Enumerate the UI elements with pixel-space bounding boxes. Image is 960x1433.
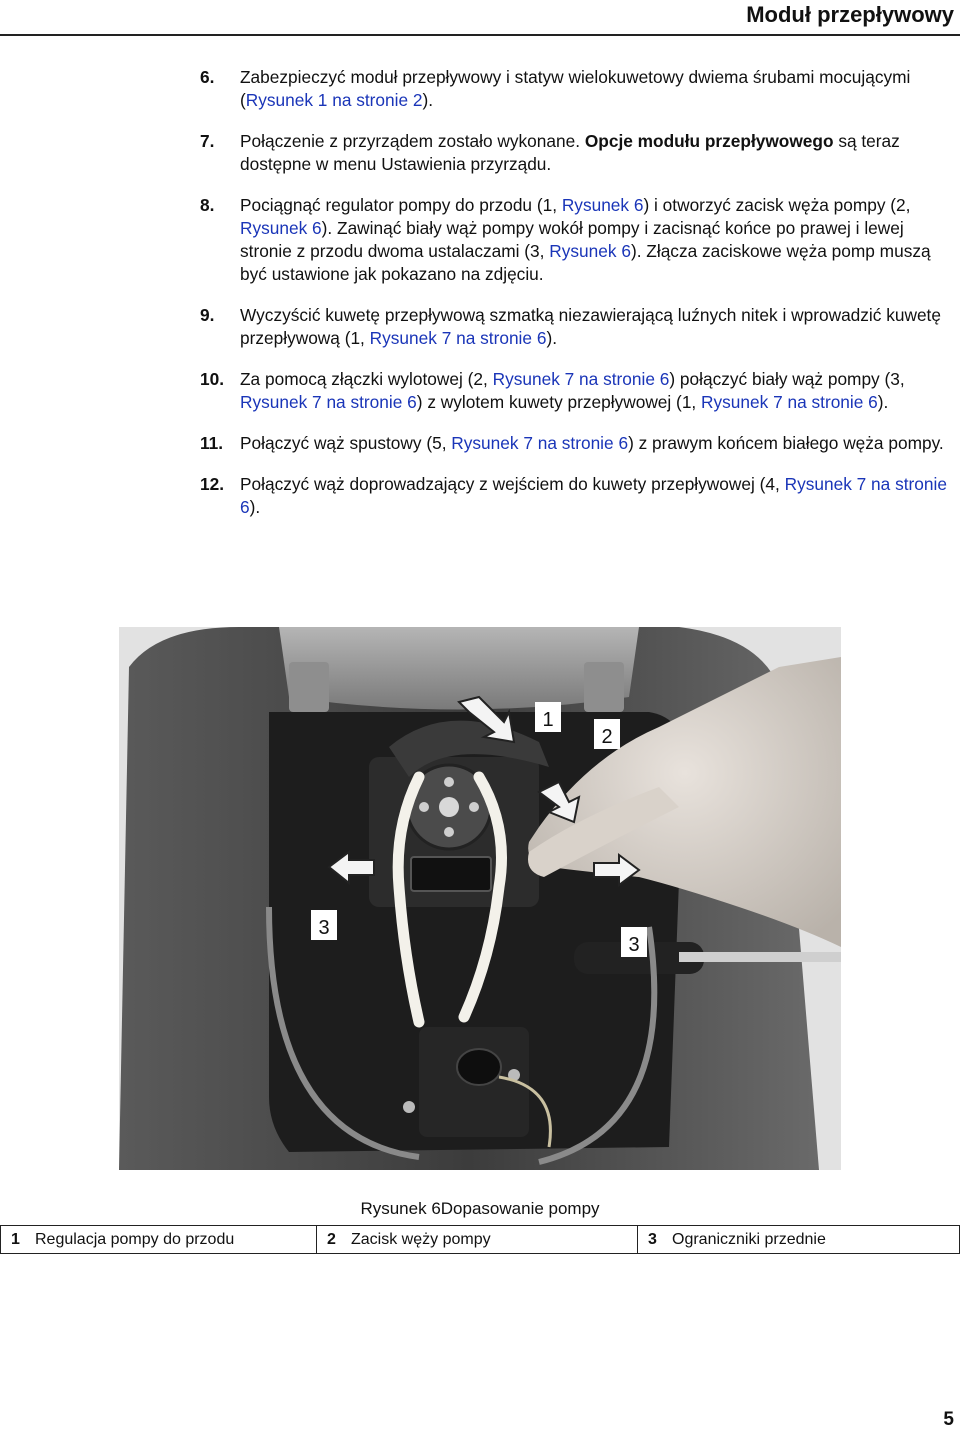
rotor-pin bbox=[469, 802, 479, 812]
figure-reference-link[interactable]: Rysunek 7 na stronie 6 bbox=[492, 369, 670, 389]
step-text-run: ). bbox=[877, 392, 889, 412]
step-number: 9. bbox=[200, 305, 215, 325]
step-text-run: ) połączyć biały wąż pompy (3, bbox=[669, 369, 905, 389]
step-text-emphasis: Opcje modułu przepływowego bbox=[584, 131, 834, 151]
step-text-run: ) i otworzyć zacisk węża pompy (2, bbox=[643, 195, 911, 215]
step-text bbox=[240, 66, 956, 112]
legend-text: Zacisk węży pompy bbox=[351, 1230, 491, 1248]
step-text-run: ). bbox=[546, 328, 557, 348]
rotor-hub bbox=[439, 797, 459, 817]
figure-caption-label: Rysunek 6 bbox=[360, 1199, 441, 1218]
figure-reference-link[interactable]: Rysunek 6 bbox=[561, 195, 644, 215]
step-text bbox=[240, 432, 956, 455]
pump-photo bbox=[119, 627, 841, 1170]
legend-cell bbox=[637, 1226, 959, 1253]
step-text-run: ). Złącza zaciskowe węża pomp muszą być ustawione jak pokazano na zdjęciu. bbox=[240, 241, 931, 284]
holder-screw bbox=[403, 1101, 415, 1113]
figure-reference-link[interactable]: Rysunek 1 na stronie 2 bbox=[245, 90, 423, 110]
step-text-run: ). bbox=[422, 90, 434, 110]
step-text-run: Pociągnąć regulator pompy do przodu (1, bbox=[240, 195, 562, 215]
step-text bbox=[240, 130, 956, 176]
legend-cell bbox=[316, 1226, 637, 1253]
figure-reference-link[interactable]: Rysunek 7 na stronie 6 bbox=[240, 474, 947, 517]
figure-caption-title: Dopasowanie pompy bbox=[440, 1199, 600, 1218]
step-number: 12. bbox=[200, 474, 225, 494]
step-number: 7. bbox=[200, 131, 215, 151]
step-text-run: Zabezpieczyć moduł przepływowy i statyw wielokuwetowy dwiema śrubami mocującymi ( bbox=[240, 67, 911, 110]
figure-legend-table bbox=[0, 1225, 960, 1254]
figure-reference-link[interactable]: Rysunek 7 na stronie 6 bbox=[240, 392, 417, 412]
figure-reference-link[interactable]: Rysunek 7 na stronie 6 bbox=[369, 328, 547, 348]
legend-cell bbox=[1, 1226, 316, 1253]
legend-text: Ograniczniki przednie bbox=[672, 1230, 826, 1248]
step-text-run: Za pomocą złączki wylotowej (2, bbox=[240, 369, 493, 389]
legend-number: 2 bbox=[327, 1230, 336, 1248]
figure-caption bbox=[0, 1199, 960, 1219]
figure-reference-link[interactable]: Rysunek 7 na stronie 6 bbox=[701, 392, 878, 412]
callout-3-right: 3 bbox=[628, 934, 640, 956]
lid-hinge-right bbox=[584, 662, 624, 712]
instruction-step bbox=[200, 368, 956, 414]
callout-3-left: 3 bbox=[318, 917, 330, 939]
legend-number: 3 bbox=[648, 1230, 657, 1248]
figure-reference-link[interactable]: Rysunek 7 na stronie 6 bbox=[451, 433, 629, 453]
rotor-pin bbox=[444, 827, 454, 837]
instruction-step bbox=[200, 194, 956, 286]
step-text bbox=[240, 473, 956, 519]
page-number: 5 bbox=[943, 1409, 954, 1430]
step-text bbox=[240, 194, 956, 286]
rotor-pin bbox=[444, 777, 454, 787]
figure-reference-link[interactable]: Rysunek 6 bbox=[549, 241, 631, 261]
step-text bbox=[240, 304, 956, 350]
page-header-title: Moduł przepływowy bbox=[746, 2, 954, 27]
step-text-run: ) z prawym końcem białego węża pompy. bbox=[628, 433, 944, 453]
figure-reference-link[interactable]: Rysunek 6 bbox=[240, 218, 322, 238]
retainer-rod bbox=[679, 952, 841, 962]
legend-text: Regulacja pompy do przodu bbox=[35, 1230, 235, 1248]
step-number: 6. bbox=[200, 67, 215, 87]
step-text-run: Połączenie z przyrządem zostało wykonane. bbox=[240, 131, 585, 151]
instruction-step bbox=[200, 130, 956, 176]
step-text-run: Połączyć wąż doprowadzający z wejściem do kuwety przepływowej (4, bbox=[240, 474, 785, 494]
step-text-run: Połączyć wąż spustowy (5, bbox=[240, 433, 452, 453]
step-text-run: ). bbox=[249, 497, 261, 517]
step-text bbox=[240, 368, 956, 414]
step-number: 8. bbox=[200, 195, 215, 215]
header-rule bbox=[0, 34, 960, 36]
callout-1: 1 bbox=[542, 709, 554, 731]
tube-connector-block bbox=[411, 857, 491, 891]
step-text-run: Wyczyścić kuwetę przepływową szmatką niezawierającą luźnych nitek i wprowadzić kuwetę przepływową (1, bbox=[240, 305, 941, 348]
step-text-run: są teraz dostępne w menu Ustawienia przyrządu. bbox=[240, 131, 900, 174]
instruction-step bbox=[200, 432, 956, 455]
step-text-run: ). Zawinąć biały wąż pompy wokół pompy i zacisnąć końce po prawej i lewej stronie z przodu dwoma ustalaczami (3, bbox=[240, 218, 904, 261]
callout-2: 2 bbox=[601, 726, 613, 748]
lid-hinge-left bbox=[289, 662, 329, 712]
instruction-step bbox=[200, 473, 956, 519]
instruction-steps bbox=[200, 66, 956, 519]
instruction-step bbox=[200, 66, 956, 112]
step-text-run: ) z wylotem kuwety przepływowej (1, bbox=[416, 392, 702, 412]
rotor-pin bbox=[419, 802, 429, 812]
flow-cell-opening bbox=[457, 1049, 501, 1085]
step-number: 11. bbox=[200, 433, 224, 453]
step-number: 10. bbox=[200, 369, 225, 389]
instruction-step bbox=[200, 304, 956, 350]
legend-number: 1 bbox=[11, 1230, 20, 1248]
